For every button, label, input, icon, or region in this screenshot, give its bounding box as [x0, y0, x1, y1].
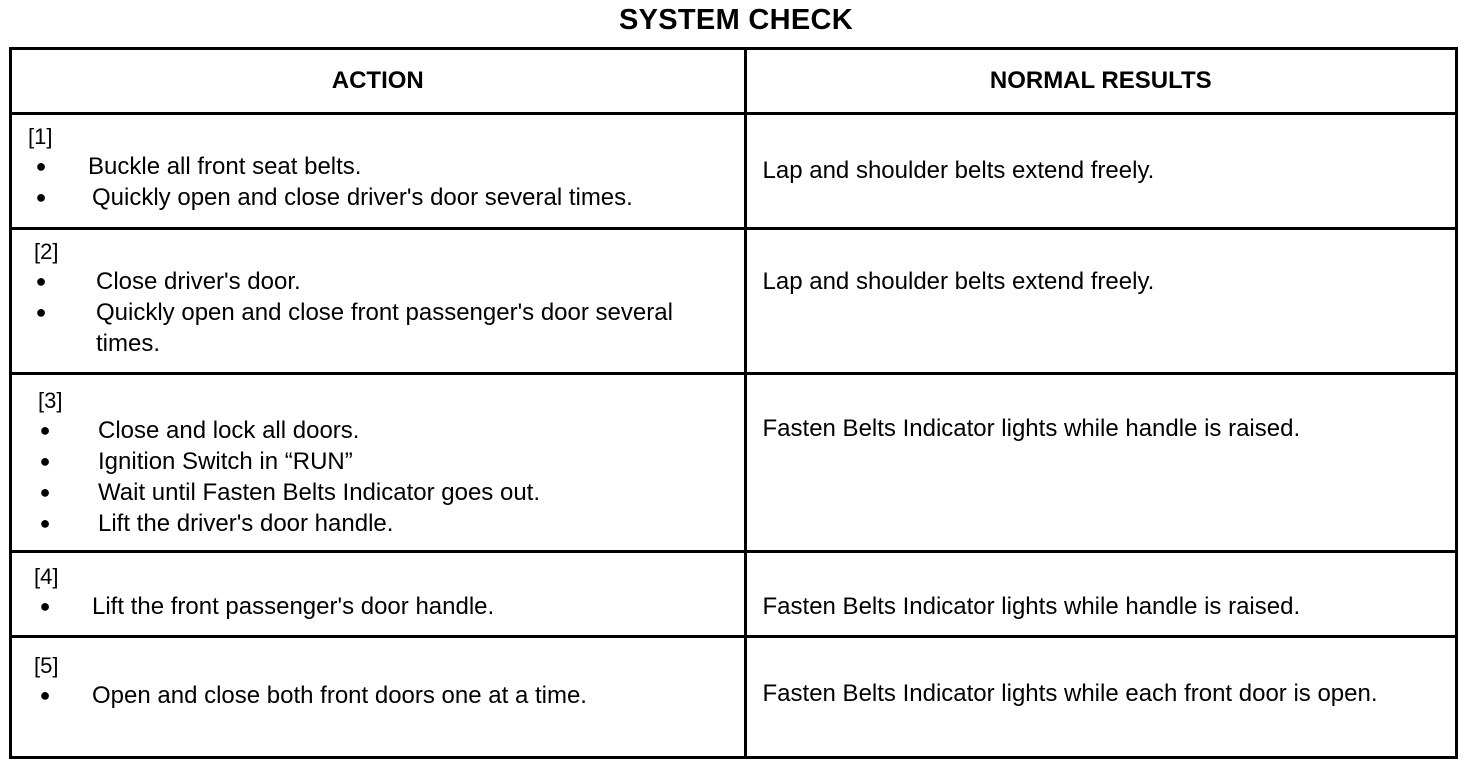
action-text: Ignition Switch in “RUN”	[98, 448, 353, 475]
action-item	[12, 182, 744, 213]
page-title: SYSTEM CHECK	[618, 4, 853, 36]
action-item	[12, 508, 744, 539]
system-check-table	[9, 47, 1458, 759]
result-text: Fasten Belts Indicator lights while each front door is open.	[762, 680, 1378, 707]
action-cell	[11, 637, 746, 758]
table-row	[11, 229, 1457, 374]
action-text: Open and close both front doors one at a time.	[92, 682, 587, 709]
action-cell	[11, 229, 746, 374]
result-text: Fasten Belts Indicator lights while handle is raised.	[762, 593, 1301, 620]
result-cell	[745, 114, 1456, 229]
bullet-icon: ●	[39, 513, 51, 533]
table-row	[11, 374, 1457, 552]
step-number: [2]	[34, 239, 59, 264]
step-number: [3]	[38, 388, 63, 413]
result-text: Lap and shoulder belts extend freely.	[762, 268, 1155, 295]
action-item	[12, 680, 744, 711]
action-cell	[11, 114, 746, 229]
action-column-header: ACTION	[11, 49, 746, 114]
action-item	[12, 266, 744, 297]
action-item	[12, 446, 744, 477]
normal-results-column-header: NORMAL RESULTS	[745, 49, 1456, 114]
action-text: Close driver's door.	[96, 268, 301, 295]
table-row	[11, 114, 1457, 229]
action-text: Buckle all front seat belts.	[88, 153, 362, 180]
bullet-icon: ●	[35, 271, 47, 291]
action-item	[12, 297, 744, 359]
action-text: Quickly open and close front passenger's door several times.	[96, 299, 673, 357]
action-item	[12, 151, 744, 182]
table-row	[11, 637, 1457, 758]
bullet-icon: ●	[39, 420, 51, 440]
action-cell	[11, 552, 746, 637]
action-text: Wait until Fasten Belts Indicator goes out.	[98, 479, 540, 506]
table-row	[11, 552, 1457, 637]
bullet-icon: ●	[39, 596, 51, 616]
action-item	[12, 591, 744, 622]
result-text: Fasten Belts Indicator lights while handle is raised.	[762, 415, 1301, 442]
action-cell	[11, 374, 746, 552]
result-cell	[745, 637, 1456, 758]
bullet-icon: ●	[39, 482, 51, 502]
step-number: [4]	[34, 564, 59, 589]
bullet-icon: ●	[35, 187, 47, 207]
step-number: [5]	[34, 653, 59, 678]
bullet-icon: ●	[35, 156, 47, 176]
action-item	[12, 415, 744, 446]
action-text: Close and lock all doors.	[98, 417, 360, 444]
bullet-icon: ●	[39, 451, 51, 471]
action-item	[12, 477, 744, 508]
result-cell	[745, 552, 1456, 637]
table-header-row	[11, 49, 1457, 114]
bullet-icon: ●	[39, 685, 51, 705]
action-text: Lift the driver's door handle.	[98, 510, 394, 537]
action-text: Quickly open and close driver's door several times.	[92, 184, 633, 211]
bullet-icon: ●	[35, 302, 47, 322]
result-cell	[745, 374, 1456, 552]
result-cell	[745, 229, 1456, 374]
step-number: [1]	[28, 124, 53, 149]
action-text: Lift the front passenger's door handle.	[92, 593, 495, 620]
result-text: Lap and shoulder belts extend freely.	[762, 157, 1155, 184]
